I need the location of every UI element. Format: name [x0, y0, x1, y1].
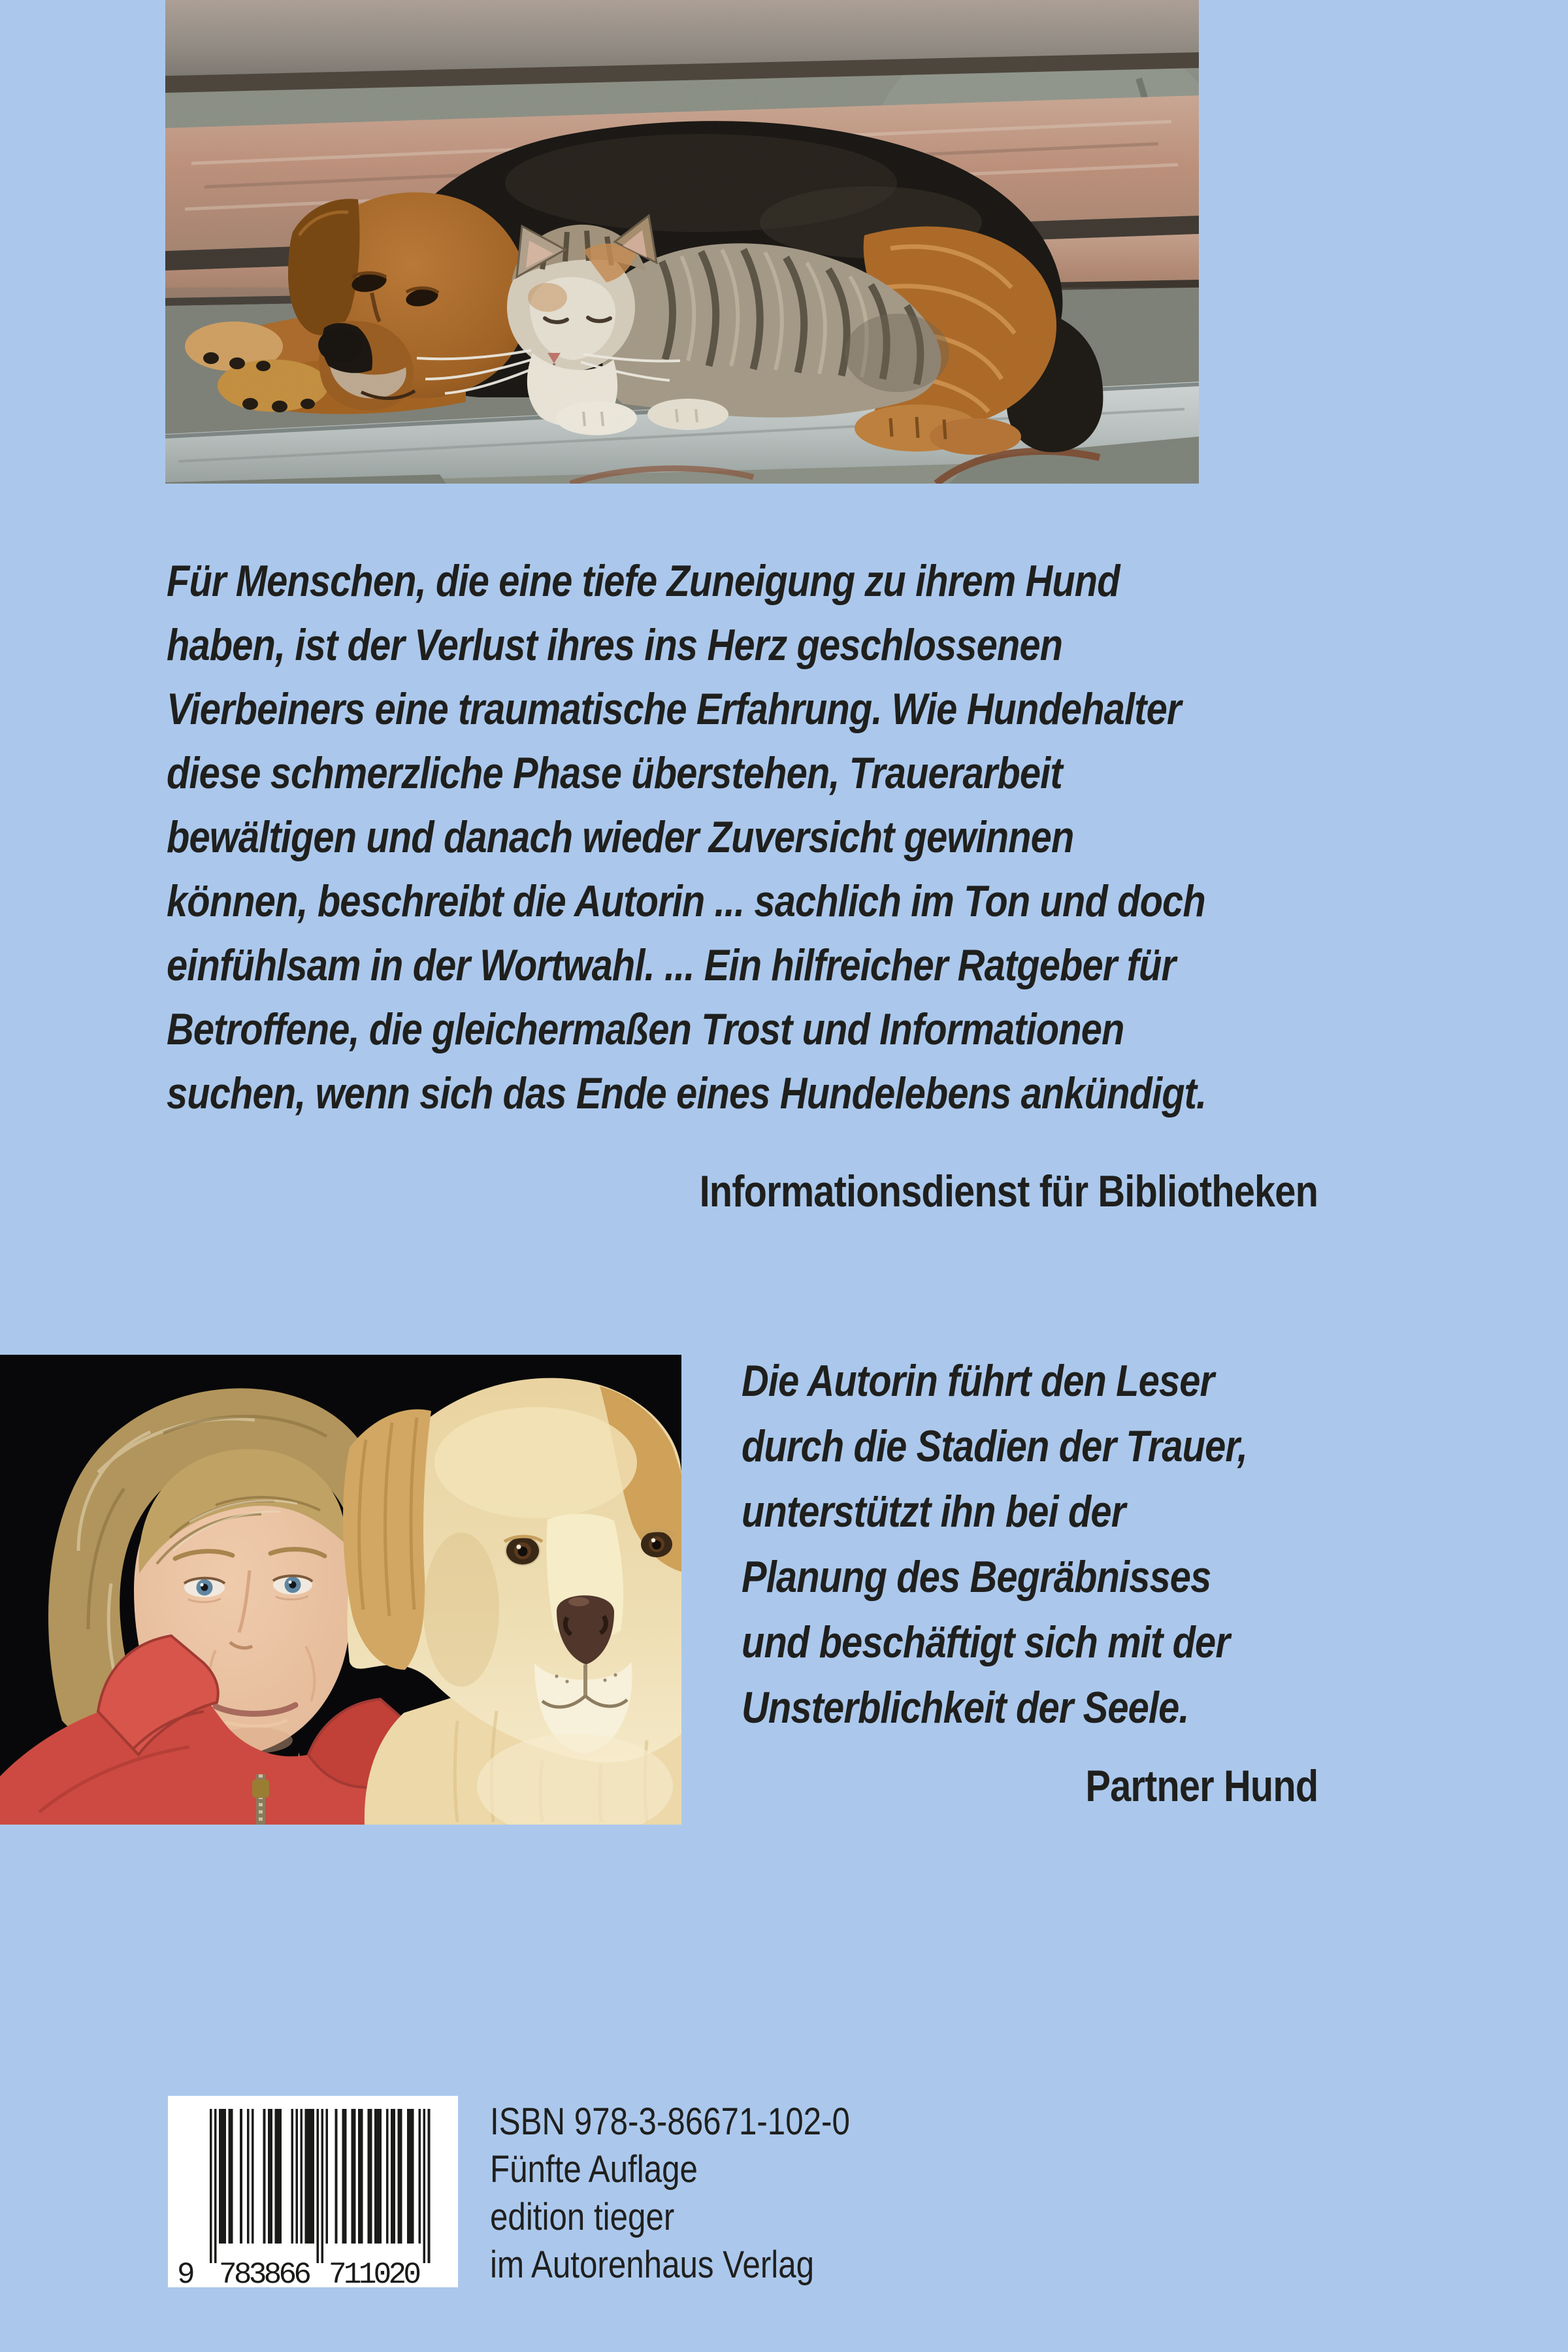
- imprint-line: ISBN 978-3-86671-102-0: [490, 2100, 850, 2143]
- review-quote-line: durch die Stadien der Trauer,: [742, 1421, 1248, 1471]
- review-quote-line: und beschäftigt sich mit der: [742, 1617, 1230, 1667]
- review-quote-line: einfühlsam in der Wortwahl. ... Ein hilfreicher Ratgeber für: [167, 940, 1176, 990]
- svg-text:711020: 711020: [329, 2258, 421, 2287]
- imprint-line: im Autorenhaus Verlag: [490, 2244, 815, 2286]
- labrador-portrait: [343, 1378, 681, 1825]
- review-quote-2-attribution: Partner Hund: [1085, 1761, 1318, 1811]
- bench-photo: [165, 0, 1199, 484]
- review-quote-line: können, beschreibt die Autorin ... sachlich im Ton und doch: [167, 876, 1205, 926]
- svg-text:9: 9: [177, 2258, 195, 2287]
- review-quote-line: Vierbeiners eine traumatische Erfahrung. Wie Hundehalter: [167, 684, 1181, 734]
- imprint-lines: [490, 2098, 987, 2289]
- imprint-line: edition tieger: [490, 2196, 675, 2238]
- imprint-block: [490, 2098, 987, 2289]
- isbn-barcode: [168, 2096, 458, 2287]
- review-quote-line: Unsterblichkeit der Seele.: [742, 1683, 1189, 1732]
- imprint-line: Fünfte Auflage: [490, 2148, 698, 2191]
- review-quote-line: unterstützt ihn bei der: [742, 1487, 1126, 1536]
- review-quote-line: suchen, wenn sich das Ende eines Hundelebens ankündigt.: [167, 1068, 1207, 1118]
- review-quote-line: Betroffene, die gleichermaßen Trost und Informationen: [167, 1004, 1124, 1054]
- review-quote-line: Für Menschen, die eine tiefe Zuneigung zu ihrem Hund: [167, 556, 1120, 606]
- review-quote-line: diese schmerzliche Phase überstehen, Trauerarbeit: [167, 748, 1062, 798]
- review-quote-line: Die Autorin führt den Leser: [742, 1356, 1215, 1406]
- review-quote-2-lines: [742, 1348, 1318, 1740]
- review-quote-line: Planung des Begräbnisses: [742, 1552, 1211, 1602]
- review-quote-1-lines: [167, 549, 1318, 1125]
- review-quote-line: bewältigen und danach wieder Zuversicht gewinnen: [167, 812, 1074, 862]
- author-photo: [0, 1355, 681, 1825]
- review-quote-line: haben, ist der Verlust ihres ins Herz geschlossenen: [167, 620, 1063, 670]
- review-quote-2: [742, 1348, 1318, 1819]
- review-quote-1: [167, 549, 1318, 1223]
- svg-text:783866: 783866: [219, 2258, 312, 2287]
- review-quote-1-attribution: Informationsdienst für Bibliotheken: [699, 1167, 1318, 1216]
